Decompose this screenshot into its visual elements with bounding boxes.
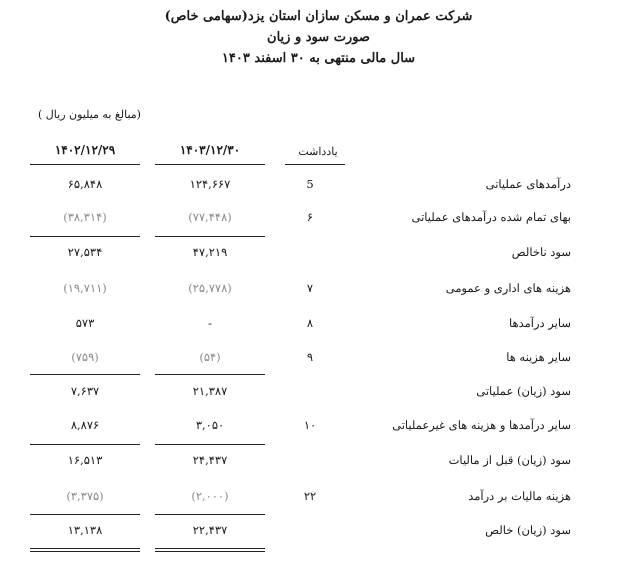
row-label: سایر هزینه ها	[506, 350, 571, 364]
row-label: بهای تمام شده درآمدهای عملیاتی	[411, 210, 571, 224]
row-previous-value: (۳۸,۳۱۴)	[63, 210, 107, 224]
row-previous-value: ۷,۶۳۷	[70, 384, 100, 398]
row-note: ۱۰	[303, 418, 317, 432]
row-previous-value: ۱۶,۵۱۳	[67, 453, 103, 467]
table-row	[0, 489, 637, 509]
row-previous-value: (۳,۳۷۵)	[66, 489, 104, 503]
row-previous-value: ۱۳,۱۳۸	[67, 523, 103, 537]
row-previous-value: (۷۵۹)	[71, 350, 99, 364]
row-note: ۸	[306, 316, 314, 330]
row-current-value: (۲,۰۰۰)	[191, 489, 229, 503]
total-double-rule	[30, 551, 140, 552]
period-title: سال مالی منتهی به ۳۰ اسفند ۱۴۰۳	[221, 51, 416, 66]
table-row	[0, 453, 637, 473]
header-rule-previous	[30, 164, 140, 165]
subtotal-rule	[155, 444, 265, 445]
row-previous-value: ۸,۸۷۶	[70, 418, 100, 432]
header-rule-current	[155, 164, 265, 165]
row-label: هزینه های اداری و عمومی	[445, 281, 571, 295]
total-double-rule	[155, 548, 265, 549]
table-row	[0, 523, 637, 543]
table-row	[0, 384, 637, 404]
table-row	[0, 418, 637, 438]
table-row	[0, 177, 637, 197]
row-note: ۷	[306, 281, 314, 295]
row-previous-value: ۵۷۳	[75, 316, 95, 330]
subtotal-rule	[30, 374, 140, 375]
subtotal-rule	[30, 444, 140, 445]
column-header-note: یادداشت	[298, 145, 338, 158]
subtotal-rule	[30, 236, 140, 237]
row-note: ۲۲	[303, 489, 317, 503]
subtotal-rule	[155, 374, 265, 375]
row-previous-value: ۲۷,۵۳۴	[67, 245, 103, 259]
company-name: شرکت عمران و مسکن سازان استان یزد(سهامی خاص)	[164, 9, 473, 24]
row-label: سایر درآمدها و هزینه های غیرعملیاتی	[392, 418, 571, 432]
row-label: سایر درآمدها	[509, 316, 571, 330]
row-current-value: (۲۵,۷۷۸)	[188, 281, 232, 295]
row-label: سود (زیان) قبل از مالیات	[448, 453, 571, 467]
row-note: ۶	[306, 210, 314, 224]
row-current-value: ۴۷,۲۱۹	[192, 245, 228, 259]
row-label: درآمدهای عملیاتی	[485, 177, 571, 191]
row-note: ۹	[306, 350, 314, 364]
row-current-value: (۷۷,۴۴۸)	[188, 210, 232, 224]
row-current-value: ۱۲۴,۶۶۷	[189, 177, 231, 191]
row-current-value: ۲۴,۴۳۷	[192, 453, 228, 467]
row-previous-value: ۶۵,۸۴۸	[67, 177, 103, 191]
table-row	[0, 245, 637, 265]
column-header-current: ۱۴۰۳/۱۲/۳۰	[179, 143, 241, 157]
column-header-previous: ۱۴۰۲/۱۲/۲۹	[54, 143, 116, 157]
row-label: سود (زیان) خالص	[485, 523, 571, 537]
row-previous-value: (۱۹,۷۱۱)	[63, 281, 107, 295]
row-current-value: -	[208, 316, 212, 330]
row-label: هزینه مالیات بر درآمد	[468, 489, 571, 503]
table-row	[0, 350, 637, 370]
table-row	[0, 281, 637, 301]
statement-title: صورت سود و زیان	[267, 30, 370, 45]
subtotal-rule	[155, 514, 265, 515]
statement-header	[0, 6, 637, 69]
row-current-value: ۲۱,۳۸۷	[192, 384, 228, 398]
unit-note: (مبالغ به میلیون ریال )	[38, 108, 141, 121]
table-row	[0, 316, 637, 336]
row-current-value: (۵۴)	[199, 350, 221, 364]
subtotal-rule	[30, 514, 140, 515]
row-label: سود ناخالص	[511, 245, 571, 259]
row-label: سود (زیان) عملیاتی	[476, 384, 571, 398]
total-double-rule	[30, 548, 140, 549]
total-double-rule	[155, 551, 265, 552]
subtotal-rule	[155, 236, 265, 237]
row-current-value: ۲۲,۴۳۷	[192, 523, 228, 537]
table-row	[0, 210, 637, 230]
row-current-value: ۳,۰۵۰	[195, 418, 225, 432]
row-note: 5	[306, 177, 314, 191]
header-rule-note	[285, 164, 345, 165]
